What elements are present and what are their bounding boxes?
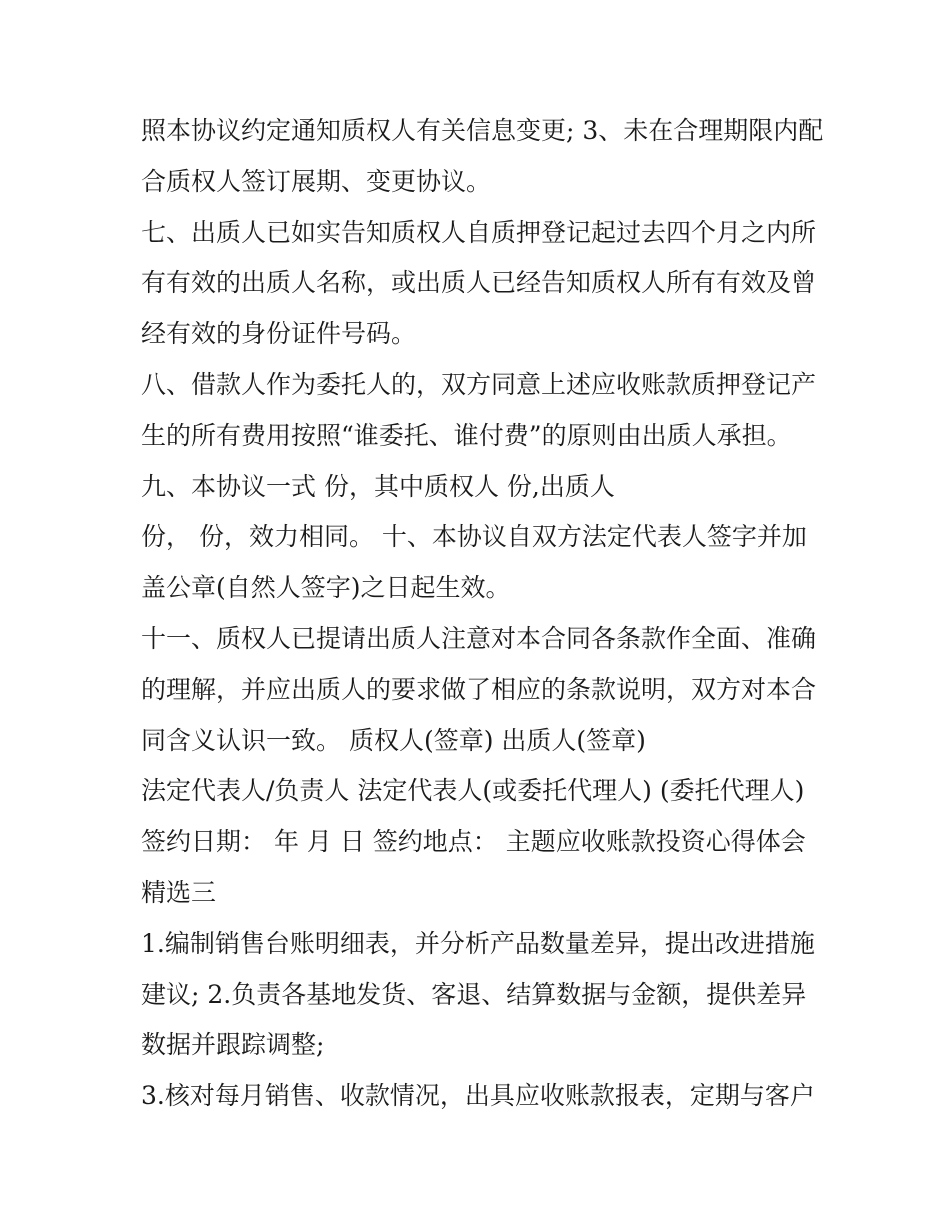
text-line: 签约日期： 年 月 日 签约地点： 主题应收账款投资心得体会 <box>141 827 806 857</box>
text-line: 经有效的身份证件号码。 <box>141 319 417 349</box>
text-line: 精选三 <box>141 877 217 907</box>
text-line: 1.编制销售台账明细表，并分析产品数量差异，提出改进措施 <box>141 928 815 958</box>
text-line: 份， 份，效力相同。 十、本协议自双方法定代表人签字并加 <box>141 522 807 552</box>
text-line: 同含义认识一致。 质权人(签章) 出质人(签章) <box>141 725 646 755</box>
text-line: 九、本协议一式 份，其中质权人 份,出质人 <box>141 471 615 501</box>
text-line: 有有效的出质人名称，或出质人已经告知质权人所有有效及曾 <box>141 268 817 298</box>
text-line: 数据并跟踪调整; <box>141 1030 325 1060</box>
text-line: 七、出质人已如实告知质权人自质押登记起过去四个月之内所 <box>141 217 817 247</box>
text-line: 建议; 2.负责各基地发货、客退、结算数据与金额，提供差异 <box>141 979 807 1009</box>
text-line: 法定代表人/负责人 法定代表人(或委托代理人) (委托代理人) <box>141 776 805 806</box>
text-line: 生的所有费用按照“谁委托、谁付费”的原则由出质人承担。 <box>141 420 792 450</box>
text-line: 3.核对每月销售、收款情况，出具应收账款报表，定期与客户 <box>141 1081 815 1111</box>
text-line: 照本协议约定通知质权人有关信息变更; 3、未在合理期限内配 <box>141 116 824 145</box>
text-line: 十一、质权人已提请出质人注意对本合同各条款作全面、准确 <box>141 623 817 653</box>
text-line: 盖公章(自然人签字)之日起生效。 <box>141 573 511 603</box>
document-body <box>141 106 831 1122</box>
text-line: 的理解，并应出质人的要求做了相应的条款说明，双方对本合 <box>141 674 817 704</box>
text-line: 八、借款人作为委托人的，双方同意上述应收账款质押登记产 <box>141 369 817 399</box>
text-line: 合质权人签订展期、变更协议。 <box>141 166 492 196</box>
